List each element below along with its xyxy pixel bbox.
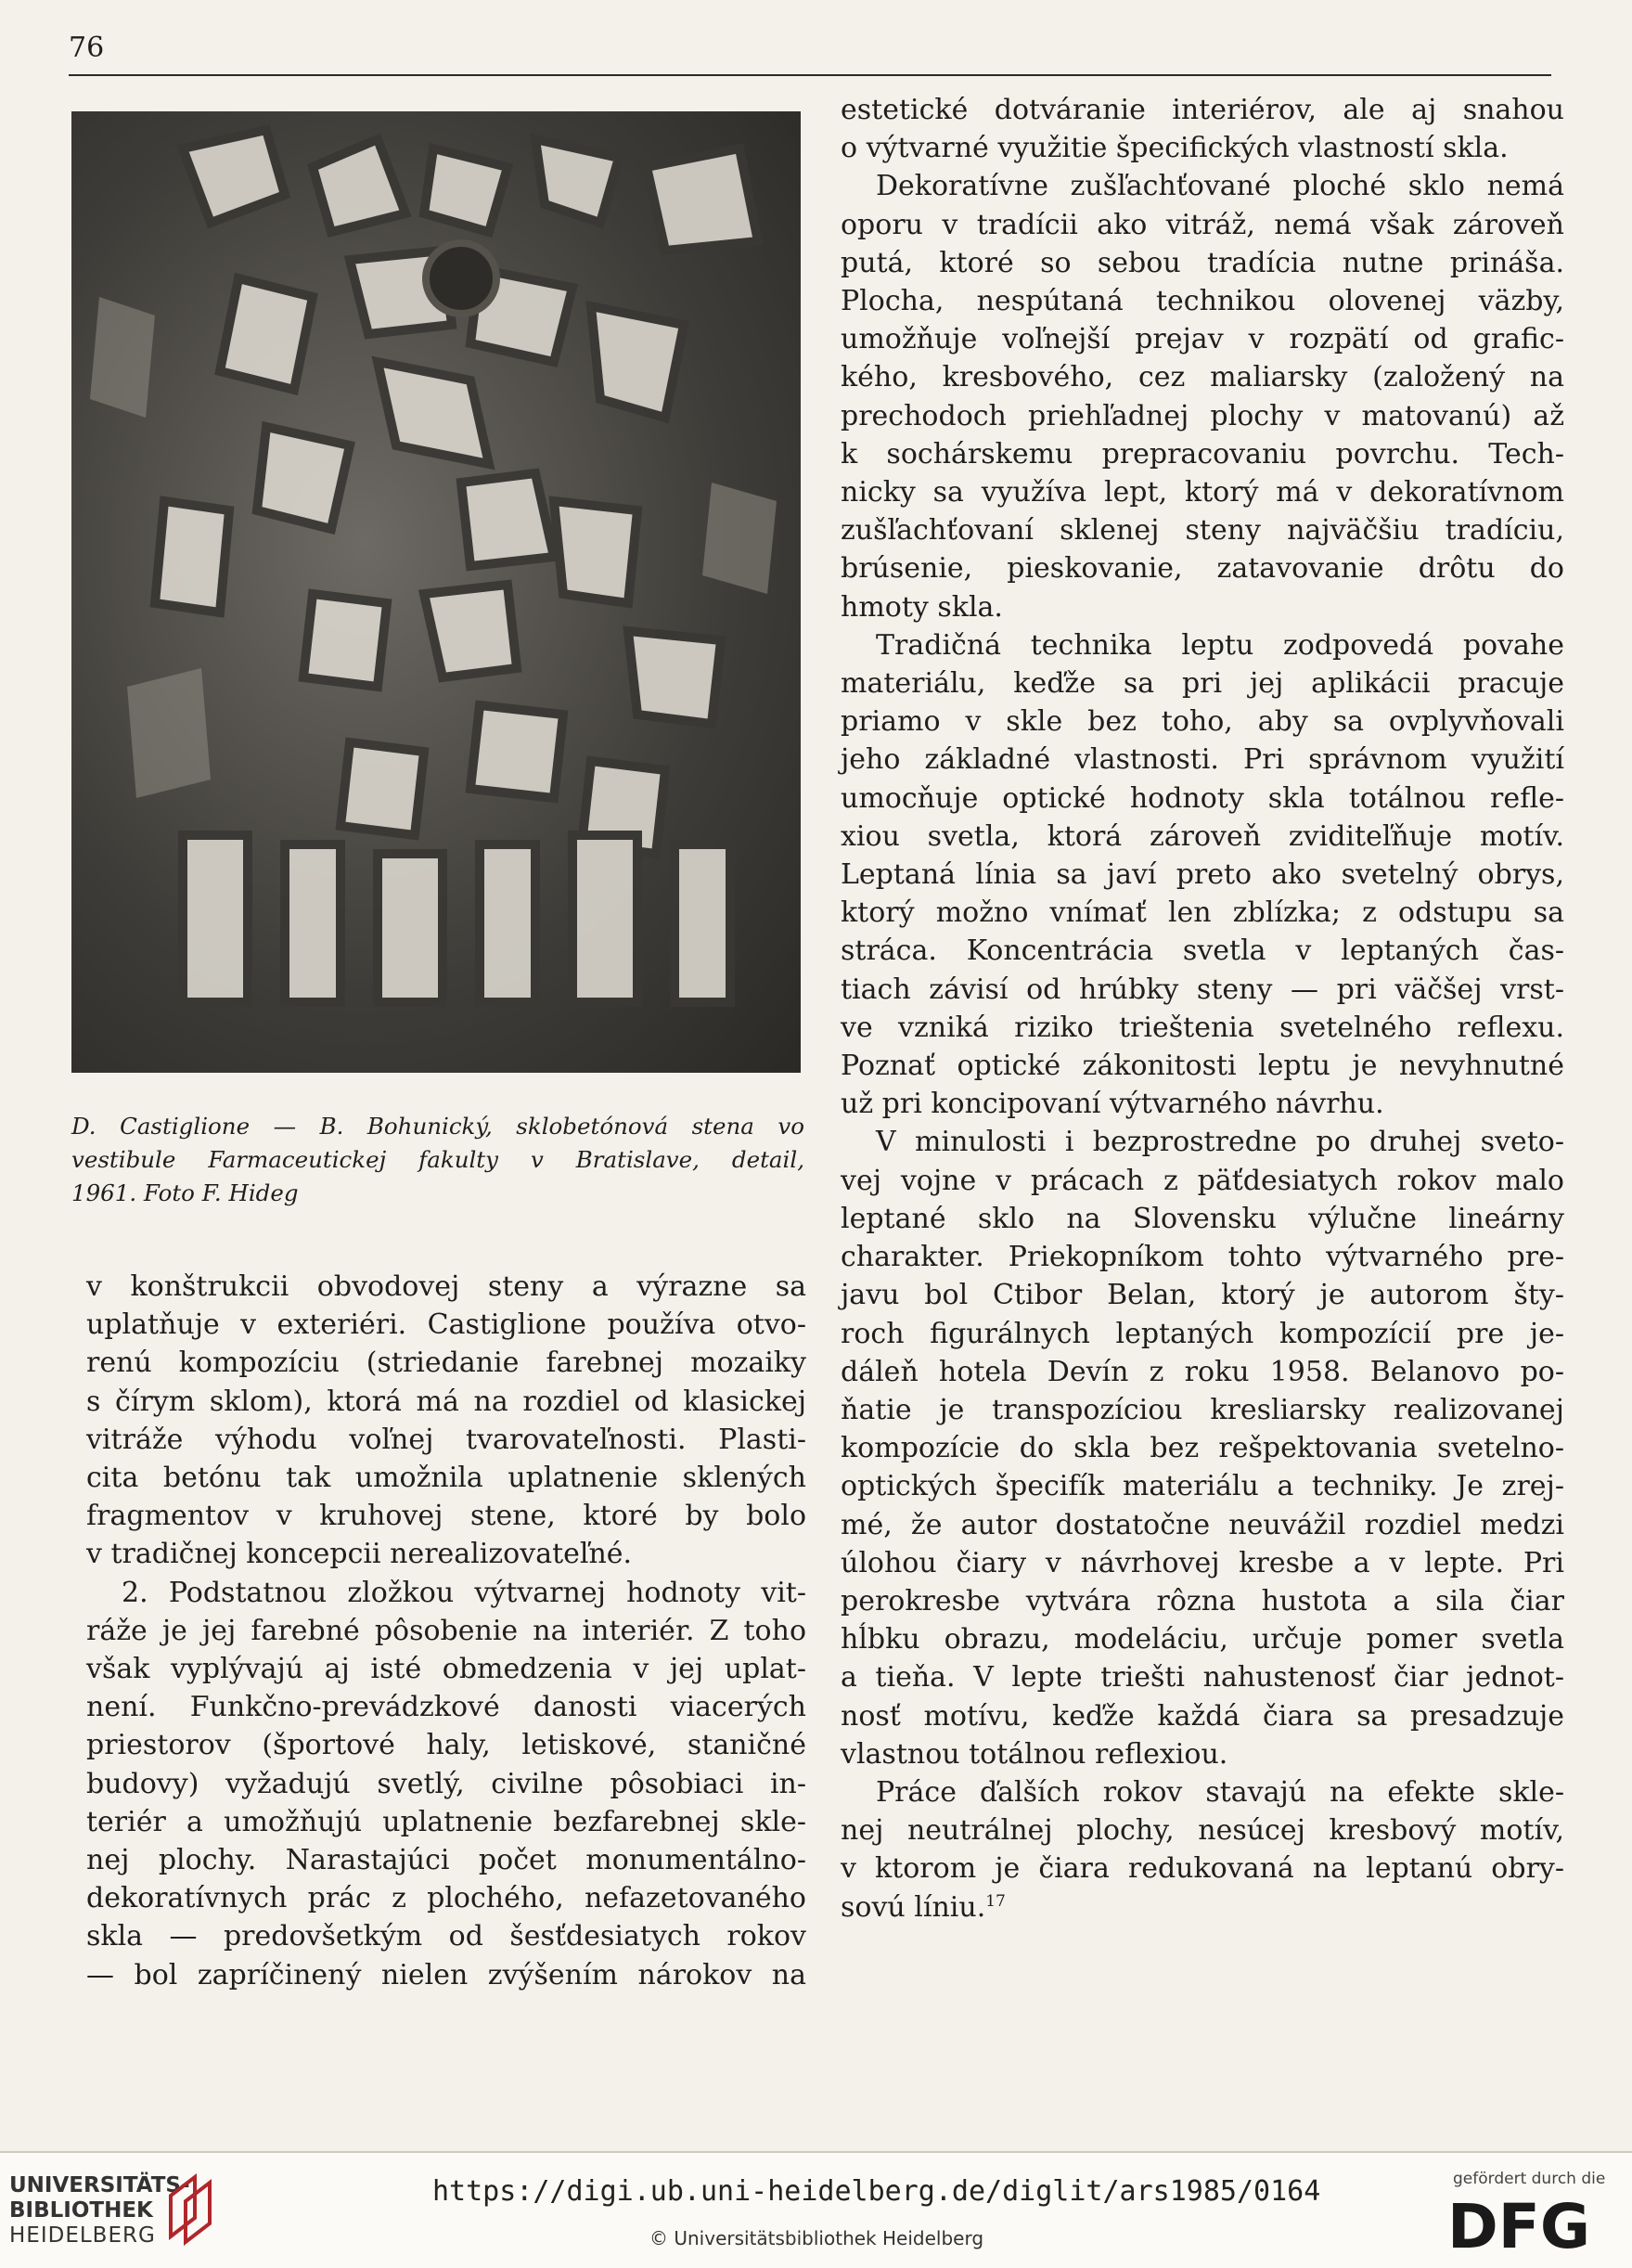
text-line: ktorý možno vnímať len zblízka; z odstupu sa xyxy=(841,896,1564,930)
glass-concrete-wall-image xyxy=(71,111,801,1073)
text-line: stráca. Koncentrácia svetla v leptaných čas- xyxy=(841,934,1564,968)
text-line: budovy) vyžadujú svetlý, civilne pôsobiaci in- xyxy=(86,1767,806,1800)
text-line: teriér a umožňujú uplatnenie bezfarebnej skle- xyxy=(86,1805,806,1838)
text-line: fragmentov v kruhovej stene, ktoré by bolo xyxy=(86,1500,806,1533)
text-line: cita betónu tak umožnila uplatnenie sklených xyxy=(86,1462,806,1495)
text-line: vlastnou totálnou reflexiou. xyxy=(841,1737,1228,1771)
right-column-text xyxy=(841,91,1564,1927)
text-line: nosť motívu, keďže každá čiara sa presadzuje xyxy=(841,1699,1564,1733)
text-line: k sochárskemu prepracovaniu povrchu. Tech- xyxy=(841,437,1564,470)
text-line: uplatňuje v exteriéri. Castiglione používa otvo- xyxy=(86,1308,806,1342)
funded-by-text: gefördert durch die xyxy=(1453,2170,1606,2188)
text-line: a tieňa. V lepte triešti nahustenosť čiar jednot- xyxy=(841,1661,1564,1695)
text-line: v tradičnej koncepcii nerealizovateľné. xyxy=(86,1538,633,1571)
left-column-text xyxy=(86,1268,806,1994)
text-line: Tradičná technika leptu zodpovedá povahe xyxy=(876,628,1564,662)
caption-line: 1961. Foto F. Hideg xyxy=(71,1179,299,1206)
text-line: úlohou čiary v návrhovej kresbe a v lepte. Pri xyxy=(841,1546,1564,1579)
text-line: jeho základné vlastnosti. Pri správnom využití xyxy=(841,743,1564,777)
text-line: V minulosti i bezprostredne po druhej sveto- xyxy=(876,1126,1564,1159)
text-line xyxy=(841,1888,1564,1927)
caption-line: vestibule Farmaceutickej fakulty v Bratislave, detail, xyxy=(71,1146,804,1173)
library-name-line: HEIDELBERG xyxy=(9,2223,156,2248)
text-line: vej vojne v prácach z päťdesiatych rokov malo xyxy=(841,1164,1564,1197)
figure-caption xyxy=(71,1110,804,1210)
text-line: — bol zapríčinený nielen zvýšením nárokov na xyxy=(86,1958,806,1991)
dfg-logo-icon xyxy=(1447,2190,1614,2257)
dfg-logo-text: DFG xyxy=(1447,2191,1591,2257)
text-line: hĺbku obrazu, modeláciu, určuje pomer svetla xyxy=(841,1623,1564,1656)
footer-url-link[interactable]: https://digi.ub.uni-heidelberg.de/diglit/ars1985/0164 xyxy=(432,2175,1321,2208)
text-line: ňatie je transpozíciou kresliarsky realizovanej xyxy=(841,1393,1564,1426)
text-line: 2. Podstatnou zložkou výtvarnej hodnoty vit- xyxy=(122,1576,806,1609)
text-line: renú kompozíciu (striedanie farebnej mozaiky xyxy=(86,1347,806,1380)
text-line: umocňuje optické hodnoty skla totálnou refle- xyxy=(841,781,1564,815)
text-line: dekoratívnych prác z plochého, nefazetovaného xyxy=(86,1882,806,1915)
footnote-ref: 17 xyxy=(985,1891,1006,1911)
text-line: Poznať optické zákonitosti leptu je nevyhnutné xyxy=(841,1050,1564,1083)
text-line: kompozície do skla bez rešpektovania svetelno- xyxy=(841,1432,1564,1465)
text-line: Plocha, nespútaná technikou olovenej väzby, xyxy=(841,285,1564,318)
text-line: charakter. Priekopníkom tohto výtvarného pre- xyxy=(841,1241,1564,1274)
page-number: 76 xyxy=(69,32,105,64)
header-rule xyxy=(69,74,1551,76)
text-line: v konštrukcii obvodovej steny a výrazne sa xyxy=(86,1270,806,1303)
text-line: priamo v skle bez toho, aby sa ovplyvňovali xyxy=(841,705,1564,739)
text-line: kého, kresbového, cez maliarsky (založený na xyxy=(841,361,1564,394)
text-line: xiou svetla, ktorá zároveň zviditeľňuje motív. xyxy=(841,819,1564,853)
text-line: tiach závisí od hrúbky steny — pri väčšej vrst- xyxy=(841,973,1564,1006)
text-line: perokresbe vytvára rôzna hustota a sila čiar xyxy=(841,1584,1564,1617)
footer-band xyxy=(0,2153,1632,2268)
text-line: mé, že autor dostatočne neuvážil rozdiel medzi xyxy=(841,1508,1564,1541)
text-line: umožňuje voľnejší prejav v rozpätí od grafic- xyxy=(841,323,1564,356)
text-line: nicky sa využíva lept, ktorý má v dekoratívnom xyxy=(841,476,1564,509)
text-line: o výtvarné využitie špecifických vlastností skla. xyxy=(841,132,1509,165)
text-line: nej neutrálnej plochy, nesúcej kresbový motív, xyxy=(841,1814,1564,1848)
library-name-line: UNIVERSITÄTS- xyxy=(9,2173,190,2197)
figure-photo xyxy=(71,111,801,1073)
text-line: vitráže výhodu voľnej tvarovateľnosti. Plasti- xyxy=(86,1423,806,1456)
university-library-logo-icon xyxy=(163,2170,221,2246)
caption-line: D. Castiglione — B. Bohunický, sklobetónová stena vo xyxy=(71,1113,804,1140)
text-line: však vyplývajú aj isté obmedzenia v jej uplat- xyxy=(86,1653,806,1686)
text-line: roch figurálnych leptaných kompozícií pre je- xyxy=(841,1317,1564,1350)
text-line: brúsenie, pieskovanie, zatavovanie drôtu do xyxy=(841,552,1564,586)
text-line: dáleň hotela Devín z roku 1958. Belanovo po- xyxy=(841,1355,1564,1388)
text-line: javu bol Ctibor Belan, ktorý je autorom šty- xyxy=(841,1279,1564,1312)
text-line: materiálu, keďže sa pri jej aplikácii pracuje xyxy=(841,667,1564,701)
text-line: Leptaná línia sa javí preto ako svetelný obrys, xyxy=(841,858,1564,892)
text-line: putá, ktoré so sebou tradícia nutne prináša. xyxy=(841,246,1564,279)
last-line-text: sovú líniu. xyxy=(841,1890,986,1924)
text-line: nej plochy. Narastajúci počet monumentálno- xyxy=(86,1844,806,1877)
text-line: ráže je jej farebné pôsobenie na interiér. Z toho xyxy=(86,1614,806,1647)
text-line: zušľachťovaní sklenej steny najväčšiu tradíciu, xyxy=(841,514,1564,548)
text-line: optických špecifík materiálu a techniky. Je zrej- xyxy=(841,1470,1564,1503)
footer-copyright: © Universitätsbibliothek Heidelberg xyxy=(649,2227,984,2249)
text-line: Práce ďalších rokov stavajú na efekte skle- xyxy=(876,1775,1564,1809)
text-line: leptané sklo na Slovensku výlučne lineárny xyxy=(841,1202,1564,1235)
text-line: hmoty skla. xyxy=(841,590,1003,624)
text-line: priestorov (športové haly, letiskové, staničné xyxy=(86,1729,806,1762)
text-line: v ktorom je čiara redukovaná na leptanú obry- xyxy=(841,1852,1564,1886)
text-line: Dekoratívne zušľachťované ploché sklo nemá xyxy=(876,170,1564,203)
text-line: oporu v tradícii ako vitráž, nemá však zároveň xyxy=(841,208,1564,241)
text-line: estetické dotváranie interiérov, ale aj snahou xyxy=(841,94,1564,126)
text-line: ve vzniká riziko trieštenia svetelného reflexu. xyxy=(841,1011,1564,1044)
text-line: není. Funkčno-prevádzkové danosti viacerých xyxy=(86,1691,806,1724)
library-name-line: BIBLIOTHEK xyxy=(9,2198,153,2223)
text-line: s čírym sklom), ktorá má na rozdiel od klasickej xyxy=(86,1385,806,1418)
text-line: prechodoch priehľadnej plochy v matovanú) až xyxy=(841,399,1564,432)
text-line: už pri koncipovaní výtvarného návrhu. xyxy=(841,1088,1384,1121)
text-line: skla — predovšetkým od šesťdesiatych rokov xyxy=(86,1920,806,1953)
